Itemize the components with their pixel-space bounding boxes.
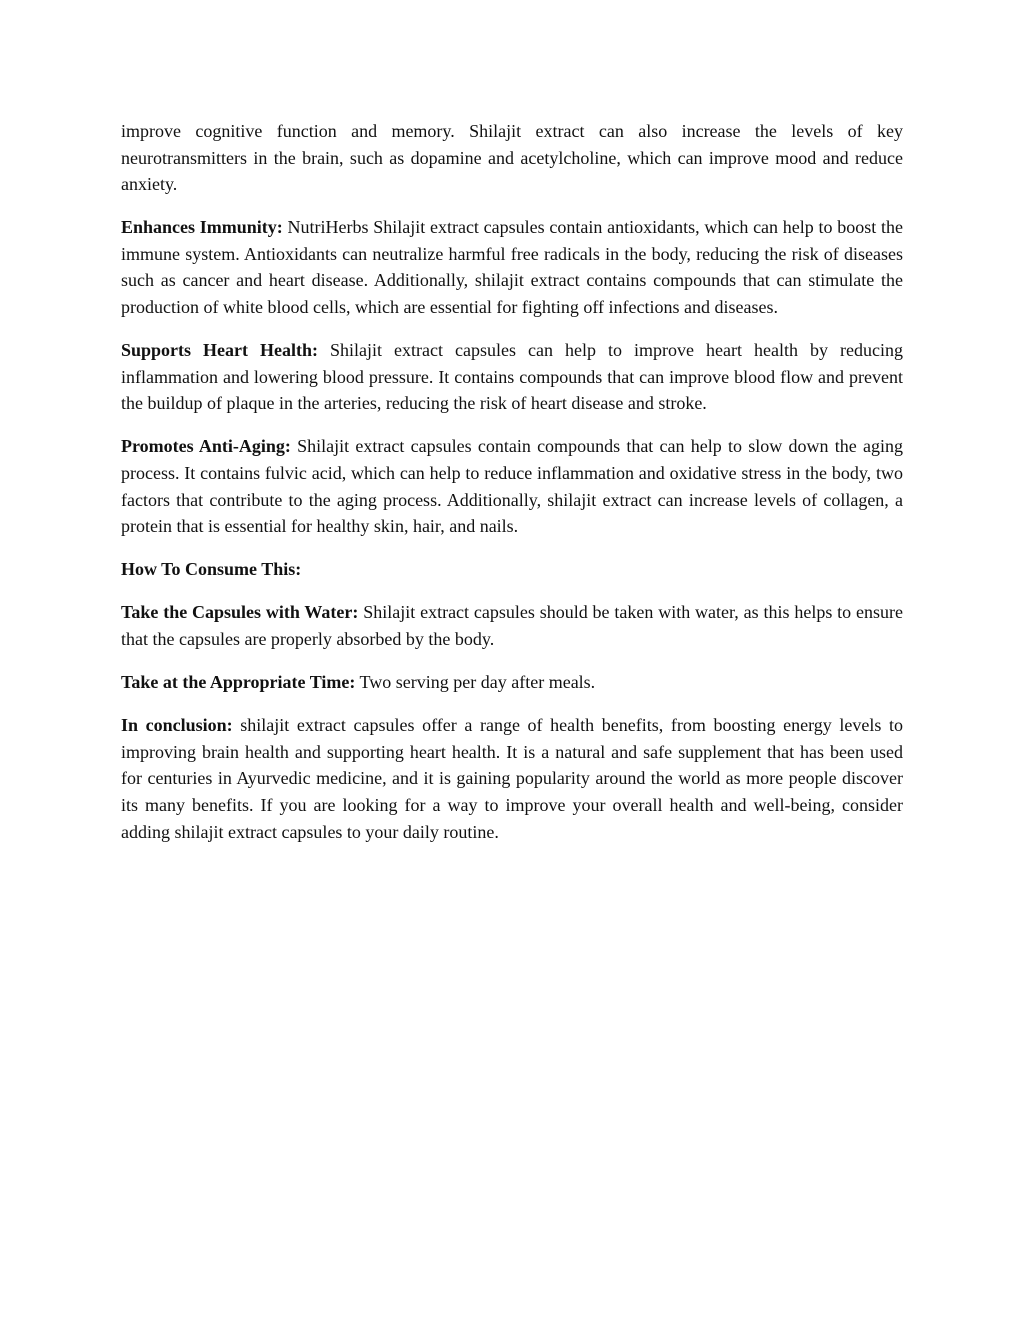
timing-heading: Take at the Appropriate Time: [121,672,356,693]
anti-aging-paragraph [121,433,903,539]
immunity-text: NutriHerbs Shilajit extract capsules contain antioxidants, which can help to boost the immune system. Antioxidants can neutralize harmful free radicals in the body, reducing the risk of diseases such as cancer and heart disease. Additionally, shilajit extract contains compounds that can stimulate the production of white blood cells, which are essential for fighting off infections and diseases. [121,217,903,318]
anti-aging-text: Shilajit extract capsules contain compounds that can help to slow down the aging process. It contains fulvic acid, which can help to reduce inflammation and oxidative stress in the body, two factors that contribute to the aging process. Additionally, shilajit extract can increase levels of collagen, a protein that is essential for healthy skin, hair, and nails. [121,436,903,537]
timing-paragraph [121,669,903,696]
heart-health-text: Shilajit extract capsules can help to improve heart health by reducing inflammation and lowering blood pressure. It contains compounds that can improve blood flow and prevent the buildup of plaque in the arteries, reducing the risk of heart disease and stroke. [121,340,903,414]
water-heading: Take the Capsules with Water: [121,602,359,623]
water-paragraph [121,599,903,652]
heart-health-paragraph [121,337,903,417]
document-page [121,118,903,862]
conclusion-text: shilajit extract capsules offer a range of health benefits, from boosting energy levels to improving brain health and supporting heart health. It is a natural and safe supplement that has been used for centuries in Ayurvedic medicine, and it is gaining popularity around the world as more people discover its many benefits. If you are looking for a way to improve your overall health and well-being, consider adding shilajit extract capsules to your daily routine. [121,715,903,842]
intro-continuation-paragraph: improve cognitive function and memory. Shilajit extract can also increase the levels of key neurotransmitters in the brain, such as dopamine and acetylcholine, which can improve mood and reduce anxiety. [121,121,903,195]
heart-health-heading: Supports Heart Health: [121,340,319,361]
timing-text: Two serving per day after meals. [355,672,596,693]
conclusion-heading: In conclusion: [121,715,233,736]
immunity-paragraph [121,214,903,320]
water-text: Shilajit extract capsules should be taken with water, as this helps to ensure that the capsules are properly absorbed by the body. [121,602,903,649]
conclusion-paragraph [121,712,903,845]
immunity-heading: Enhances Immunity: [121,217,283,238]
anti-aging-heading: Promotes Anti-Aging: [121,436,291,457]
consume-section-heading: How To Consume This: [121,559,302,580]
